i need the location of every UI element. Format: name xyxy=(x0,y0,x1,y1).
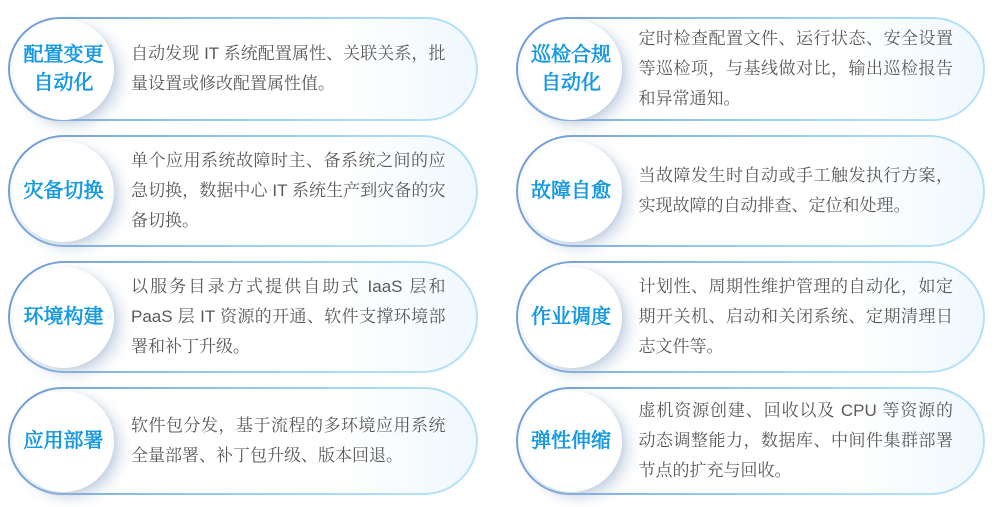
feature-description: 计划性、周期性维护管理的自动化，如定期开关机、启动和关闭系统、定期清理日志文件等。 xyxy=(638,276,953,357)
feature-description: 以服务目录方式提供自助式 IaaS 层和PaaS 层 IT 资源的开通、软件支撑环境部署和补丁升级。 xyxy=(131,276,446,357)
feature-card-fault-self-healing xyxy=(516,135,986,247)
feature-badge-elastic-scaling xyxy=(521,391,622,492)
feature-title-line: 作业调度 xyxy=(531,306,611,328)
feature-title-line: 自动化 xyxy=(33,72,94,94)
feature-card-disaster-recovery-switch xyxy=(8,135,478,247)
feature-badge-inspection-compliance-automation xyxy=(521,19,622,120)
feature-description: 当故障发生时自动或手工触发执行方案，实现故障的自动排查、定位和处理。 xyxy=(638,165,953,215)
feature-card-environment-build xyxy=(8,261,478,373)
feature-badge-environment-build xyxy=(13,267,114,368)
feature-title-line: 应用部署 xyxy=(23,430,104,452)
feature-card-application-deployment xyxy=(8,387,478,495)
feature-badge-config-change-automation xyxy=(13,19,114,120)
feature-title-line: 自动化 xyxy=(541,72,601,94)
feature-card-job-scheduling xyxy=(516,261,986,373)
feature-description: 软件包分发，基于流程的多环境应用系统全量部署、补丁包升级、版本回退。 xyxy=(131,415,446,465)
feature-description: 单个应用系统故障时主、备系统之间的应急切换，数据中心 IT 系统生产到灾备的灾备切换。 xyxy=(131,150,446,231)
feature-title-line: 巡检合规 xyxy=(531,44,611,66)
feature-title-line: 环境构建 xyxy=(23,306,104,328)
feature-title-line: 灾备切换 xyxy=(23,180,104,202)
feature-title-line: 故障自愈 xyxy=(531,180,611,202)
feature-card-inspection-compliance-automation xyxy=(516,17,986,121)
feature-badge-disaster-recovery-switch xyxy=(13,141,114,242)
feature-description: 自动发现 IT 系统配置属性、关联关系，批量设置或修改配置属性值。 xyxy=(131,43,446,93)
feature-title-line: 配置变更 xyxy=(23,44,104,66)
feature-card-elastic-scaling xyxy=(516,387,986,495)
feature-description: 虚机资源创建、回收以及 CPU 等资源的动态调整能力，数据库、中间件集群部署节点的扩充与回收。 xyxy=(638,400,953,481)
feature-badge-fault-self-healing xyxy=(521,141,622,242)
feature-card-config-change-automation xyxy=(8,17,478,121)
feature-title-line: 弹性伸缩 xyxy=(531,430,611,452)
feature-description: 定时检查配置文件、运行状态、安全设置等巡检项，与基线做对比，输出巡检报告和异常通知。 xyxy=(638,28,953,109)
feature-badge-application-deployment xyxy=(13,391,114,492)
features-grid xyxy=(8,17,985,497)
feature-badge-job-scheduling xyxy=(521,267,622,368)
